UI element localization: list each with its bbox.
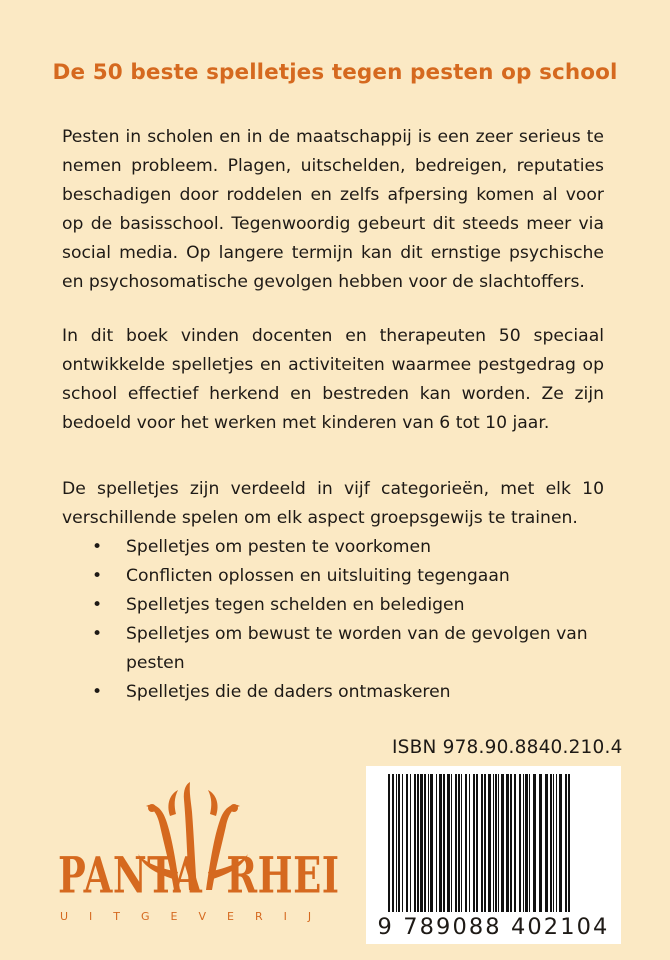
list-item (62, 562, 622, 591)
list-item-label: Conflicten oplossen en uitsluiting tegengaan (126, 566, 510, 586)
isbn-number: ISBN 978.90.8840.210.4 (392, 737, 623, 758)
bullet-icon: • (92, 595, 103, 615)
list-item (62, 533, 622, 562)
list-item (62, 591, 622, 620)
list-item-label: Spelletjes om pesten te voorkomen (126, 537, 431, 557)
content-paragraph: In dit boek vinden docenten en therapeuten 50 speciaal ontwikkelde spelletjes en activiteiten waarmee pestgedrag op school effectief herkend en bestreden kan worden. Ze zijn bedoeld voor het werken met kinderen van 6 tot 10 jaar. (62, 326, 604, 433)
bullet-icon: • (92, 566, 103, 586)
bullet-icon: • (92, 537, 103, 557)
book-title: De 50 beste spelletjes tegen pesten op school (52, 60, 618, 85)
list-item (62, 678, 622, 707)
bullet-icon: • (92, 624, 103, 644)
bullet-icon: • (92, 682, 103, 702)
publisher-logo (58, 782, 340, 942)
barcode-bars-icon (366, 766, 621, 926)
publisher-subtitle: UITGEVERIJ (60, 910, 333, 923)
publisher-name-left: PANTA (58, 845, 203, 905)
list-item-label: Spelletjes tegen schelden en beledigen (126, 595, 465, 615)
categories-paragraph: De spelletjes zijn verdeeld in vijf categorieën, met elk 10 verschillende spelen om elk aspect groepsgewijs te trainen. (62, 479, 604, 528)
list-item (62, 620, 622, 678)
list-item-label: Spelletjes om bewust te worden van de gevolgen van pesten (126, 624, 588, 673)
category-list (62, 533, 622, 707)
list-item-label: Spelletjes die de daders ontmaskeren (126, 682, 451, 702)
barcode (366, 766, 621, 944)
barcode-digits: 9 789088 402104 (366, 912, 621, 944)
publisher-name-right: RHEI (226, 845, 340, 905)
publisher-name (58, 845, 340, 905)
intro-paragraph: Pesten in scholen en in de maatschappij is een zeer serieus te nemen probleem. Plagen, uitschelden, bedreigen, reputaties beschadigen door roddelen en zelfs afpersing komen al voor op de basisschool. Tegenwoordig gebeurt dit steeds meer via social media. Op langere termijn kan dit ernstige psychische en psychosomatische gevolgen hebben voor de slachtoffers. (62, 127, 604, 292)
